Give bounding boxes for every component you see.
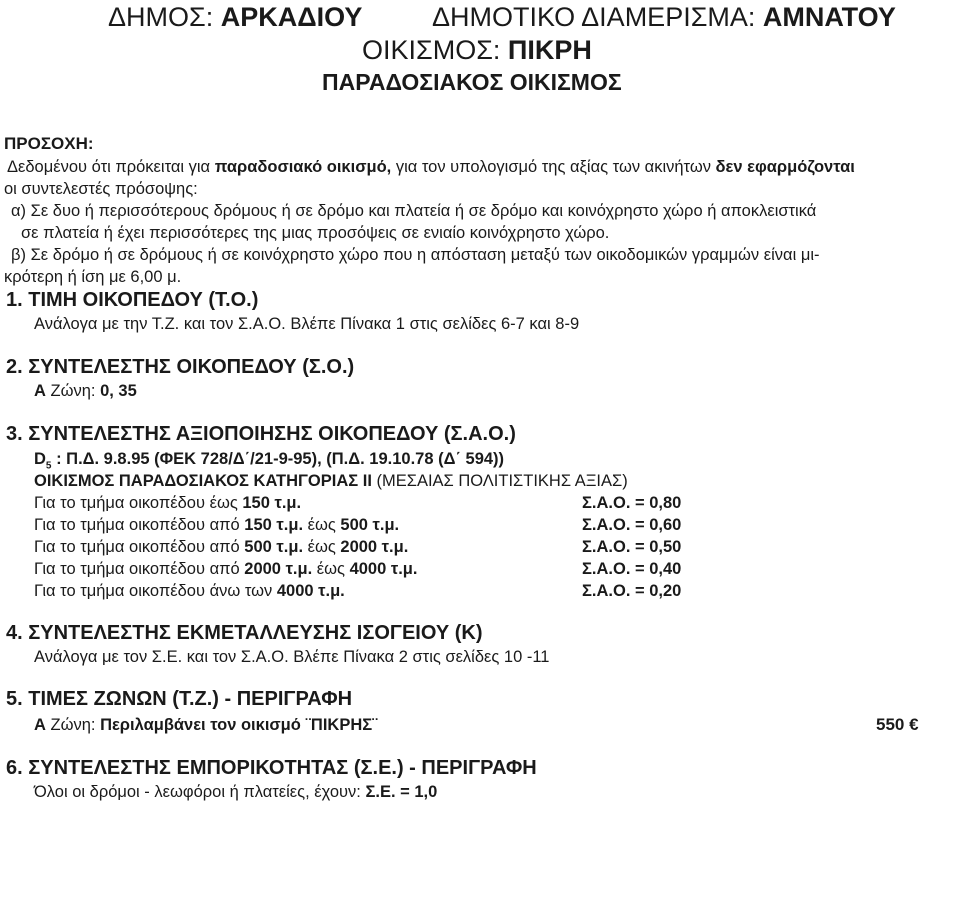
section-5-price (876, 715, 919, 735)
section-3-d-prefix: D (34, 450, 46, 468)
section-5-zone-label: Ζώνη: (45, 716, 101, 734)
section-1-title: 1. ΤΙΜΗ ΟΙΚΟΠΕΔΟΥ (Τ.Ο.) (6, 289, 259, 311)
section-3-category-rest: (ΜΕΣΑΙΑΣ ΠΟΛΙΤΙΣΤΙΚΗΣ ΑΞΙΑΣ) (371, 472, 628, 490)
sao-row-mid: έως (312, 560, 350, 578)
section-3-legal-ref (34, 450, 504, 471)
diamerisma-label: ΔΗΜΟΤΙΚΟ ΔΙΑΜΕΡΙΣΜΑ: (431, 2, 756, 32)
warning-item-b-line1: β) Σε δρόμο ή σε δρόμους ή σε κοινόχρηστο χώρο που η απόσταση μεταξύ των οικοδομικών γραμμών είναι μι- (11, 246, 820, 264)
sao-row-from: 2000 τ.μ. (244, 560, 313, 578)
section-1-text: Ανάλογα με την Τ.Ζ. και τον Σ.Α.Ο. Βλέπε Πίνακα 1 στις σελίδες 6-7 και 8-9 (34, 315, 580, 333)
sao-row (34, 516, 754, 535)
section-2-title: 2. ΣΥΝΤΕΛΕΣΤΗΣ ΟΙΚΟΠΕΔΟΥ (Σ.Ο.) (6, 356, 355, 378)
section-2-zone-label: Ζώνη: (45, 382, 101, 400)
sao-row-text: Για το τμήμα οικοπέδου από (34, 560, 245, 578)
warning-intro-b: παραδοσιακό οικισμό, (214, 158, 392, 176)
section-2-zone (34, 382, 137, 401)
sao-row-value: Σ.Α.Ο. = 0,20 (582, 582, 682, 600)
section-6-text-a: Όλοι οι δρόμοι - λεωφόροι ή πλατείες, έχουν: (34, 783, 366, 801)
section-6-text (34, 783, 437, 802)
sao-row-text: Για το τμήμα οικοπέδου από (34, 516, 245, 534)
section-3-category-bold: ΟΙΚΙΣΜΟΣ ΠΑΡΑΔΟΣΙΑΚΟΣ ΚΑΤΗΓΟΡΙΑΣ ΙΙ (34, 472, 372, 490)
section-6-text-b: Σ.Ε. = 1,0 (365, 783, 438, 801)
section-2-zone-value: 0, 35 (100, 382, 137, 400)
warning-intro-a: Δεδομένου ότι πρόκειται για (7, 158, 215, 176)
sao-row-mid: έως (303, 538, 341, 556)
dimos-value: ΑΡΚΑΔΙΟΥ (220, 2, 363, 32)
sao-row (34, 582, 754, 601)
warning-intro-line2: οι συντελεστές πρόσοψης: (4, 180, 198, 198)
sao-row-value: Σ.Α.Ο. = 0,50 (582, 538, 682, 556)
settlement-type: ΠΑΡΑΔΟΣΙΑΚΟΣ ΟΙΚΙΣΜΟΣ (322, 69, 622, 95)
section-3-d-text: : Π.Δ. 9.8.95 (ΦΕΚ 728/Δ΄/21-9-95), (Π.Δ. 19.10.78 (Δ΄ 594)) (51, 450, 505, 468)
warning-item-a-line2: σε πλατεία ή έχει περισσότερες της μιας προσόψεις σε ενιαίο κοινόχρηστο χώρο. (21, 224, 610, 242)
sao-row-text: Για το τμήμα οικοπέδου άνω των (34, 582, 277, 600)
section-5-price-value: 550 (876, 715, 905, 734)
warning-intro-line1 (7, 156, 855, 178)
section-4-text: Ανάλογα με τον Σ.Ε. και τον Σ.Α.Ο. Βλέπε Πίνακα 2 στις σελίδες 10 -11 (34, 648, 550, 666)
sao-row-to: 500 τ.μ. (340, 516, 400, 534)
warning-item-b-line2: κρότερη ή ίση με 6,00 μ. (4, 268, 182, 286)
diamerisma-value: ΑΜΝΑΤΟΥ (762, 2, 896, 32)
sao-row-value: Σ.Α.Ο. = 0,80 (582, 494, 682, 512)
section-5-zone (34, 716, 378, 735)
euro-icon: € (909, 715, 919, 734)
sao-row-to: 4000 τ.μ. (349, 560, 418, 578)
warning-intro-c: για τον υπολογισμό της αξίας των ακινήτων (391, 158, 716, 176)
sao-row-from: 500 τ.μ. (244, 538, 304, 556)
section-5-title: 5. ΤΙΜΕΣ ΖΩΝΩΝ (Τ.Ζ.) - ΠΕΡΙΓΡΑΦΗ (6, 688, 353, 710)
sao-row (34, 560, 754, 579)
sao-row-text: Για το τμήμα οικοπέδου έως (34, 494, 243, 512)
warning-title: ΠΡΟΣΟΧΗ: (4, 134, 94, 153)
oikismos-label: ΟΙΚΙΣΜΟΣ: (362, 35, 501, 65)
sao-row-from: 150 τ.μ. (242, 494, 302, 512)
warning-item-a-line1: α) Σε δυο ή περισσότερους δρόμους ή σε δρόμο και πλατεία ή σε δρόμο και κοινόχρηστο χώρο ή αποκλειστικά (11, 202, 817, 220)
sao-row (34, 494, 754, 513)
section-6-title: 6. ΣΥΝΤΕΛΕΣΤΗΣ ΕΜΠΟΡΙΚΟΤΗΤΑΣ (Σ.Ε.) - ΠΕΡΙΓΡΑΦΗ (6, 757, 537, 779)
sao-row-value: Σ.Α.Ο. = 0,40 (582, 560, 682, 578)
warning-intro-d: δεν εφαρμόζονται (715, 158, 855, 176)
section-3-d-sub: 5 (45, 460, 52, 472)
oikismos-value: ΠΙΚΡΗ (507, 35, 592, 65)
sao-row (34, 538, 754, 557)
section-2-zone-letter: Α (34, 382, 46, 400)
section-3-category (34, 472, 628, 491)
sao-row-mid: έως (303, 516, 341, 534)
header-line-1 (108, 2, 896, 33)
header-line-2 (362, 35, 592, 66)
sao-row-text: Για το τμήμα οικοπέδου από (34, 538, 245, 556)
sao-row-from: 4000 τ.μ. (276, 582, 345, 600)
sao-row-to: 2000 τ.μ. (340, 538, 409, 556)
sao-row-value: Σ.Α.Ο. = 0,60 (582, 516, 682, 534)
section-5-zone-letter: Α (34, 716, 46, 734)
section-5-zone-desc: Περιλαμβάνει τον οικισμό ¨ΠΙΚΡΗΣ¨ (100, 716, 378, 734)
sao-row-from: 150 τ.μ. (244, 516, 304, 534)
section-3-title: 3. ΣΥΝΤΕΛΕΣΤΗΣ ΑΞΙΟΠΟΙΗΣΗΣ ΟΙΚΟΠΕΔΟΥ (Σ.Α.Ο.) (6, 423, 516, 445)
section-4-title: 4. ΣΥΝΤΕΛΕΣΤΗΣ ΕΚΜΕΤΑΛΛΕΥΣΗΣ ΙΣΟΓΕΙΟΥ (Κ) (6, 622, 483, 644)
dimos-label: ΔΗΜΟΣ: (108, 2, 214, 32)
